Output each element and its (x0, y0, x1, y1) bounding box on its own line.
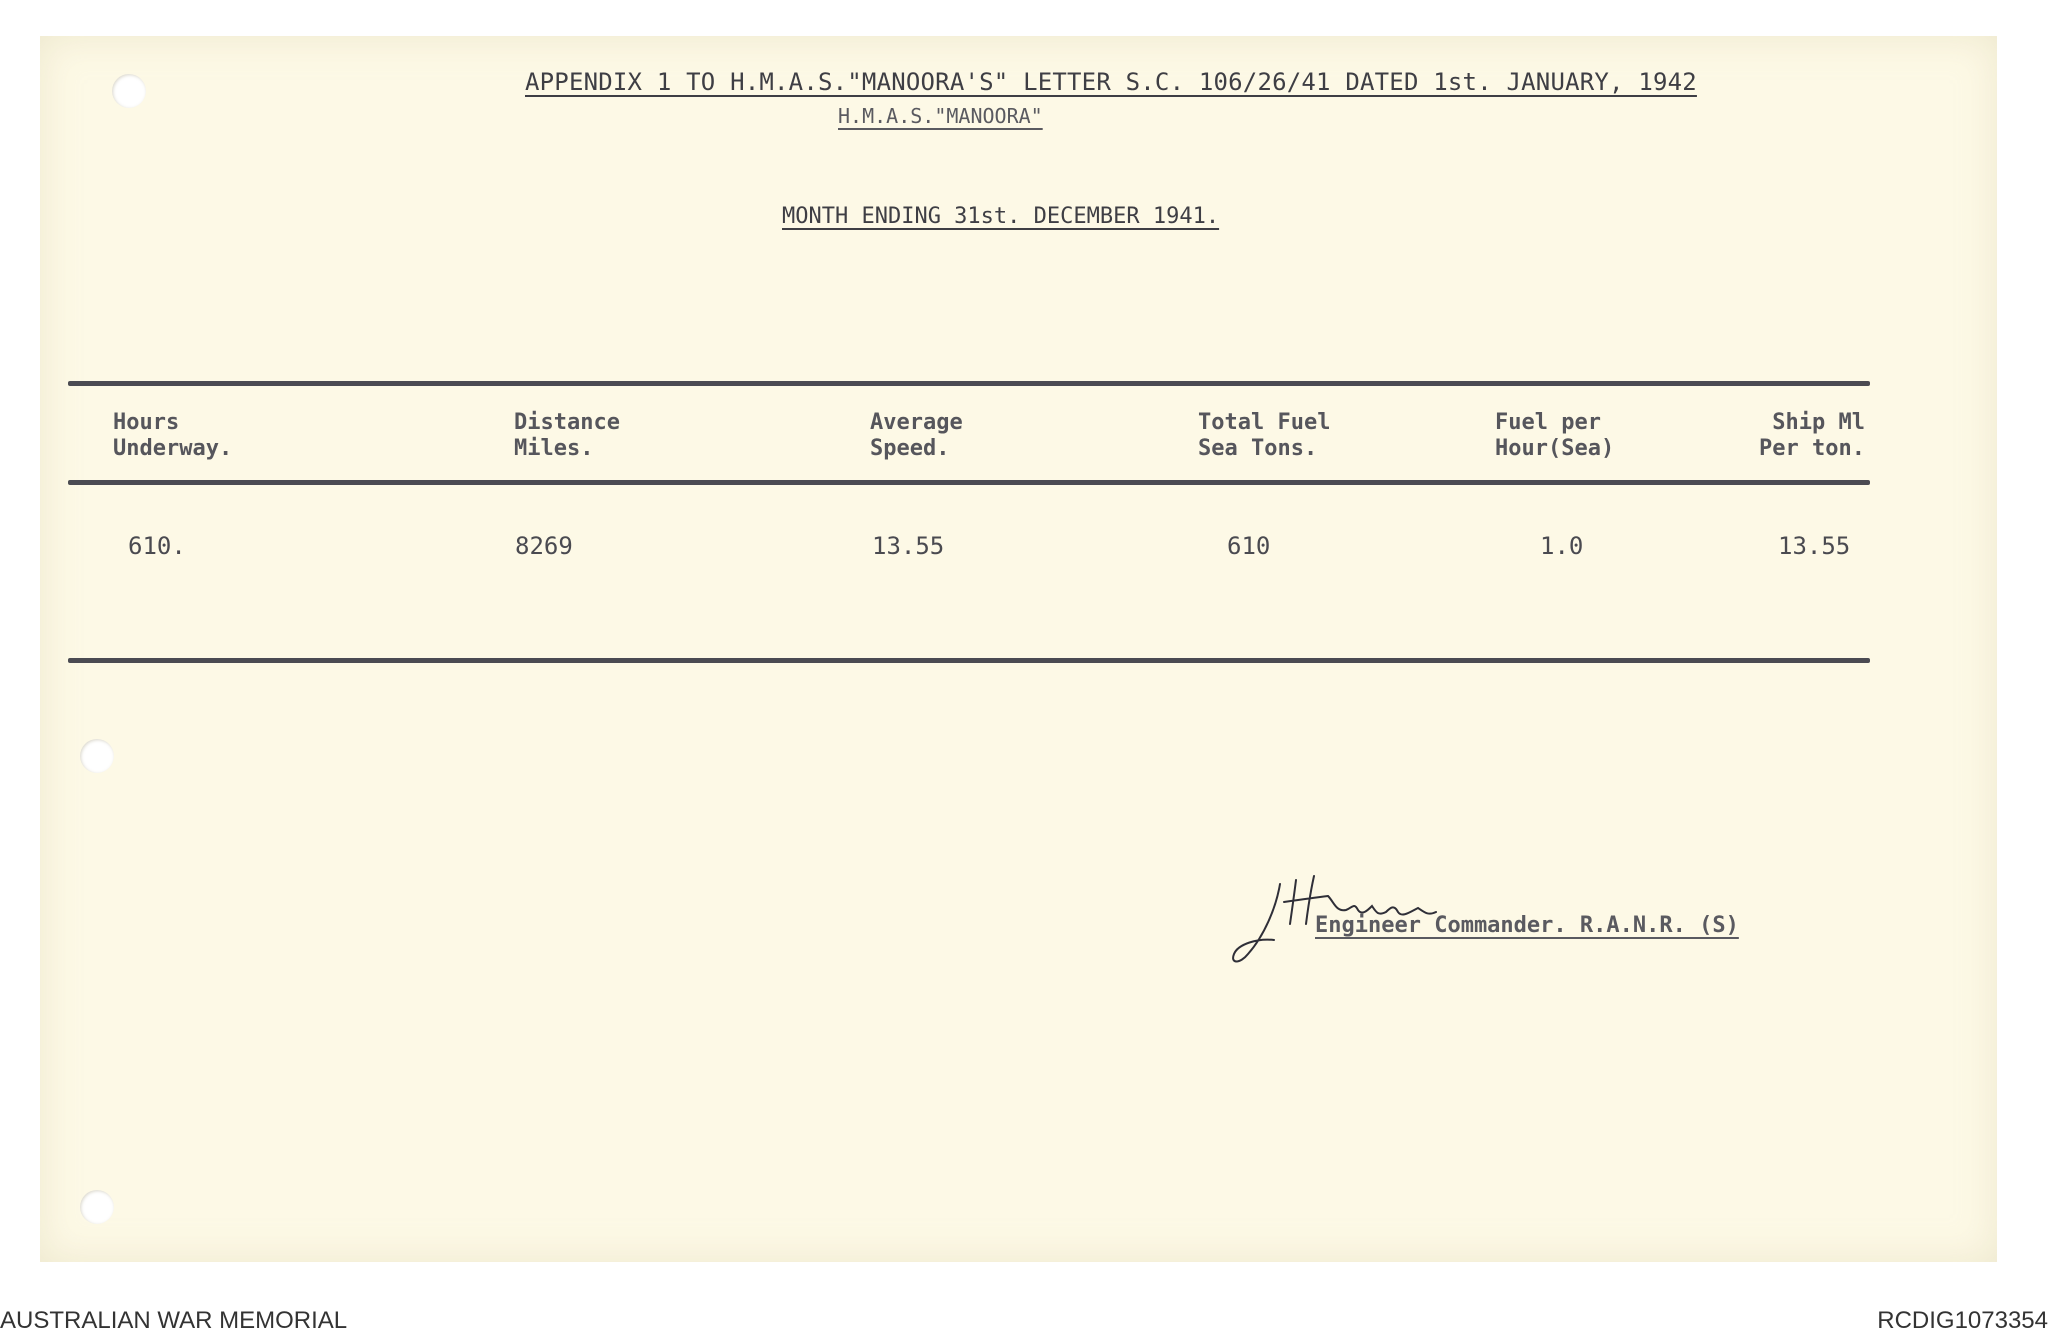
punch-hole-top (112, 74, 146, 108)
appendix-heading: APPENDIX 1 TO H.M.A.S."MANOORA'S" LETTER S.C. 106/26/41 DATED 1st. JANUARY, 1942 (525, 68, 1697, 96)
document-page (40, 36, 1997, 1262)
column-header-miles-per-ton: Ship Ml Per ton. (1759, 410, 1865, 461)
footer-institution: AUSTRALIAN WAR MEMORIAL (0, 1307, 348, 1334)
column-header-speed: Average Speed. (870, 410, 963, 461)
cell-distance: 8269 (515, 532, 573, 560)
cell-miles-per-ton: 13.55 (1778, 532, 1851, 560)
table-header-rule (68, 480, 1870, 485)
table-top-rule (68, 381, 1870, 386)
column-header-fuel-total: Total Fuel Sea Tons. (1198, 410, 1331, 461)
cell-speed: 13.55 (872, 532, 945, 560)
cell-fuel-total: 610 (1227, 532, 1271, 560)
footer-reference-id: RCDIG1073354 (1877, 1307, 2048, 1334)
punch-hole-middle (80, 739, 114, 773)
column-header-distance: Distance Miles. (514, 410, 620, 461)
column-header-fuel-per-hour: Fuel per Hour(Sea) (1495, 410, 1615, 461)
punch-hole-bottom (80, 1190, 114, 1224)
ship-name-heading: H.M.A.S."MANOORA" (838, 104, 1043, 128)
table-bottom-rule (68, 658, 1870, 663)
signature-title: Engineer Commander. R.A.N.R. (S) (1315, 913, 1739, 938)
column-header-hours: Hours Underway. (113, 410, 233, 461)
month-ending-heading: MONTH ENDING 31st. DECEMBER 1941. (782, 204, 1220, 229)
cell-hours: 610. (128, 532, 186, 560)
cell-fuel-per-hour: 1.0 (1540, 532, 1584, 560)
